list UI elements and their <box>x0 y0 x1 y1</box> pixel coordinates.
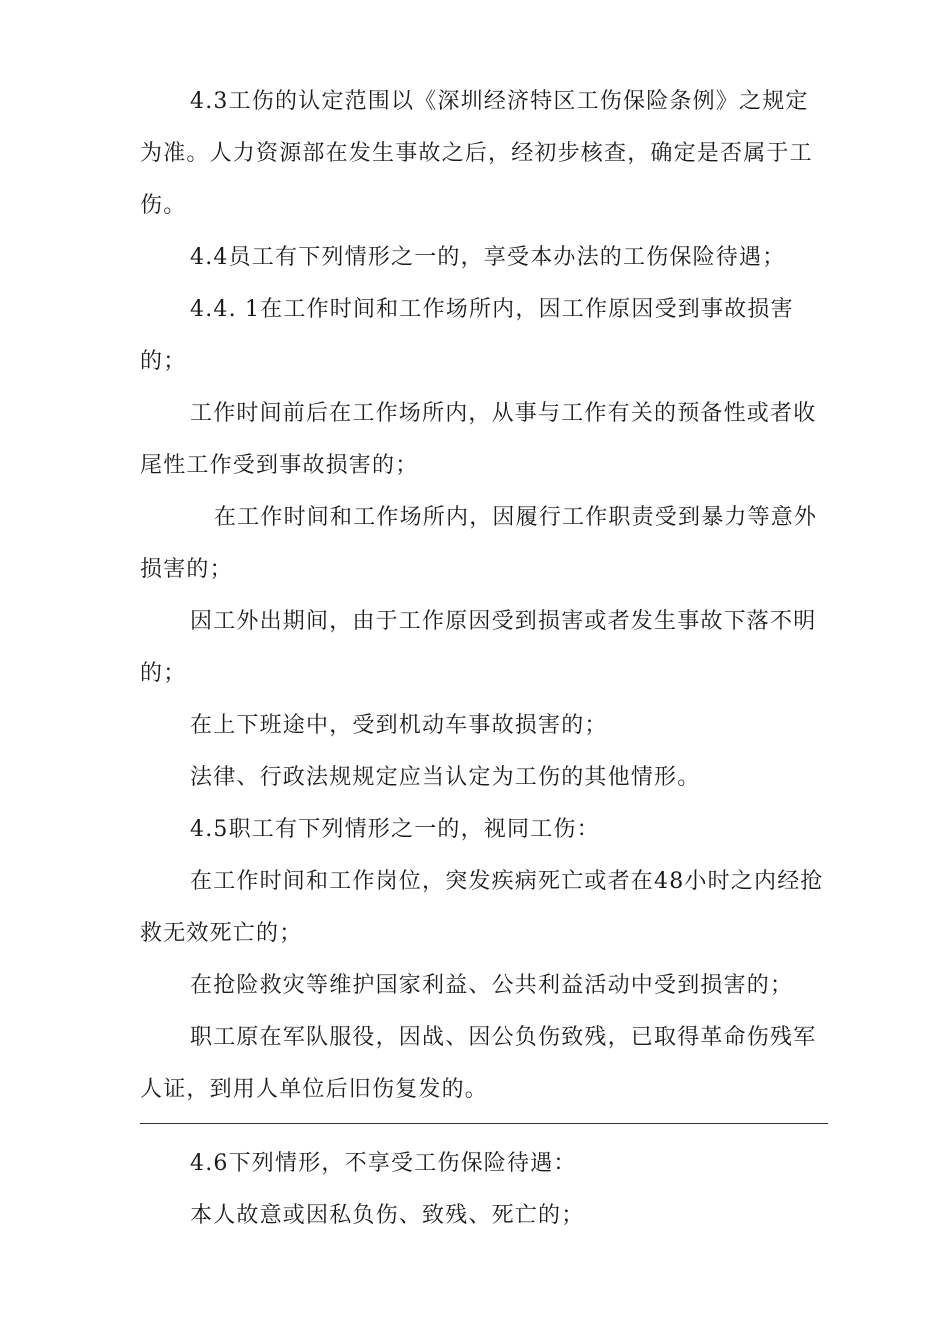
paragraph-4-6: 4.6下列情形，不享受工伤保险待遇： <box>190 1151 577 1176</box>
paragraph-item-4: 因工外出期间，由于工作原因受到损害或者发生事故下落不明的； <box>140 609 817 686</box>
page-divider <box>140 1123 828 1124</box>
paragraph-4-4: 4.4员工有下列情形之一的，享受本办法的工伤保险待遇； <box>190 245 786 270</box>
paragraph-4-3: 4.3工伤的认定范围以《深圳经济特区工伤保险条例》之规定为准。人力资源部在发生事故之后，经初步核查，确定是否属于工伤。 <box>140 89 813 218</box>
paragraph-4-5-item-1: 在工作时间和工作岗位，突发疾病死亡或者在48小时之内经抢救无效死亡的； <box>140 869 824 946</box>
paragraph-item-3: 在工作时间和工作场所内，因履行工作职责受到暴力等意外损害的； <box>140 505 818 582</box>
paragraph-item-2: 工作时间前后在工作场所内，从事与工作有关的预备性或者收尾性工作受到事故损害的； <box>140 401 817 478</box>
paragraph-4-5-item-3: 职工原在军队服役，因战、因公负伤致残，已取得革命伤残军人证，到用人单位后旧伤复发的。 <box>140 1025 817 1102</box>
paragraph-4-6-item-1: 本人故意或因私负伤、致残、死亡的； <box>190 1203 585 1228</box>
paragraph-4-5-item-2: 在抢险救灾等维护国家利益、公共利益活动中受到损害的； <box>190 973 794 998</box>
paragraph-item-6: 法律、行政法规规定应当认定为工伤的其他情形。 <box>190 765 701 790</box>
paragraph-4-4-1: 4.4. 1在工作时间和工作场所内，因工作原因受到事故损害的； <box>140 297 794 374</box>
paragraph-4-5: 4.5职工有下列情形之一的，视同工伤： <box>190 817 600 842</box>
paragraph-item-5: 在上下班途中，受到机动车事故损害的； <box>190 713 608 738</box>
